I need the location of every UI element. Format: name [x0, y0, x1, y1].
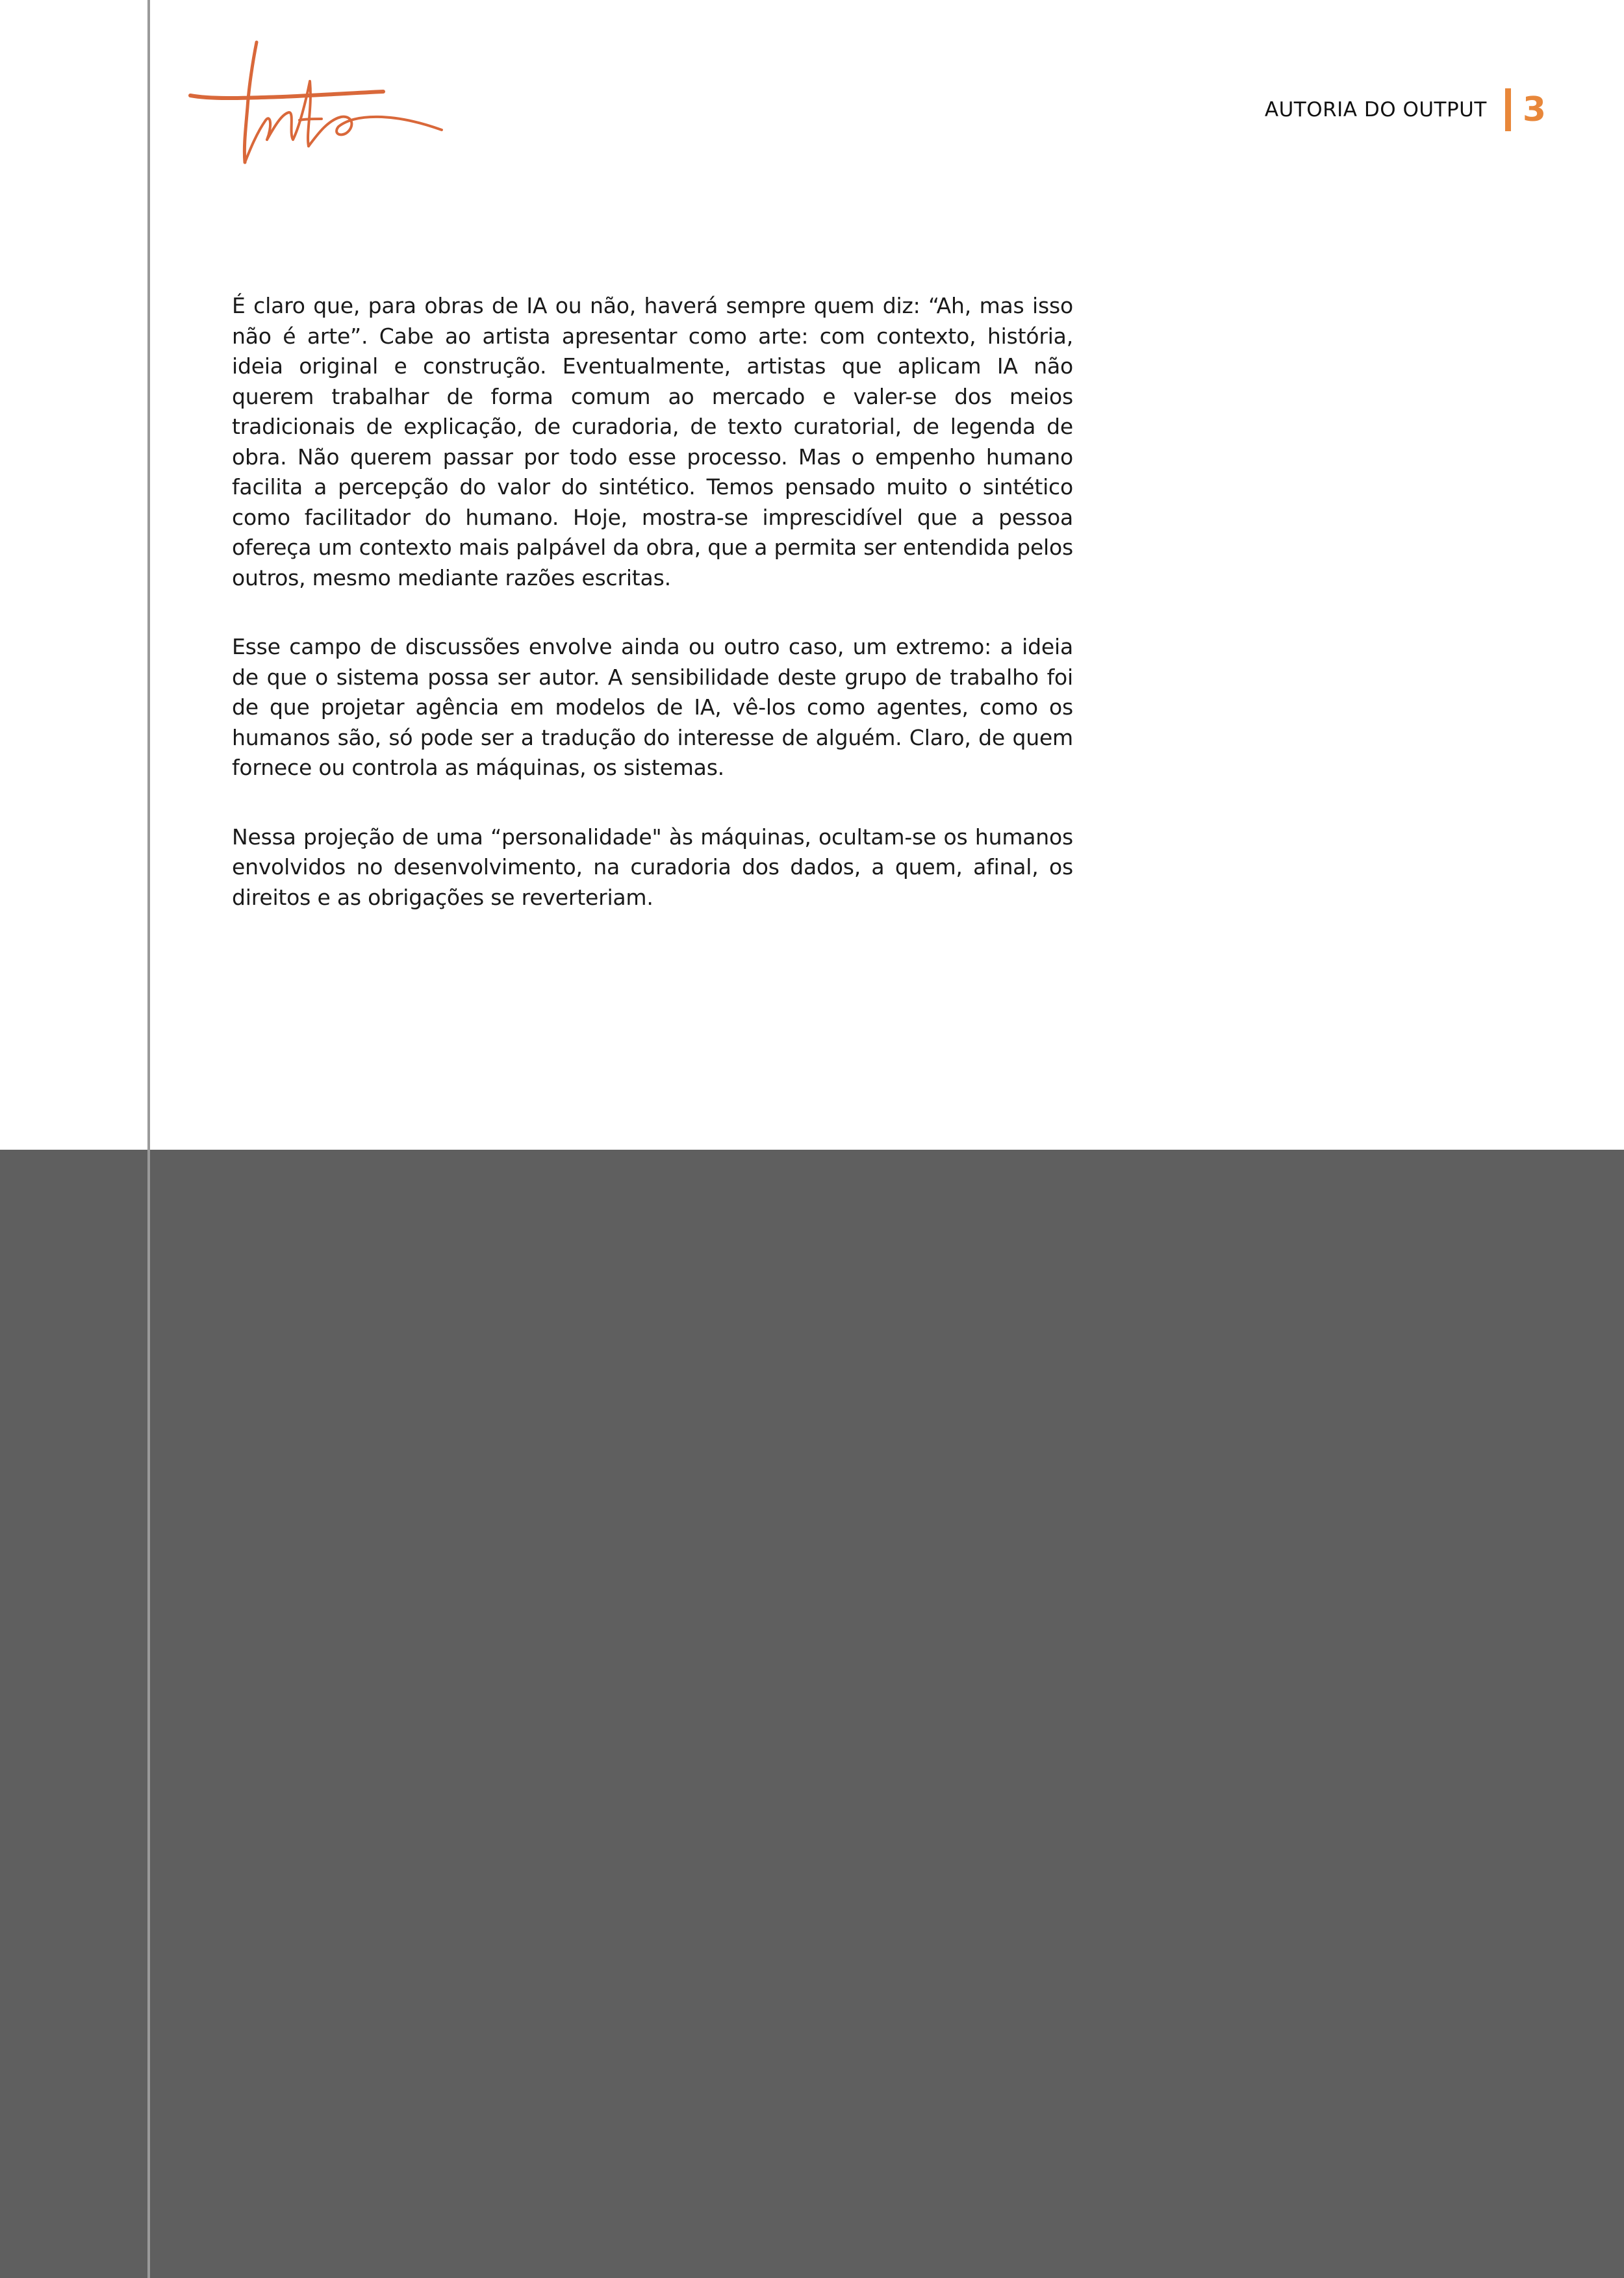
handwritten-signature-logo-icon: [185, 36, 445, 172]
body-text: [232, 291, 1073, 952]
paragraph: É claro que, para obras de IA ou não, haverá sempre quem diz: “Ah, mas isso não é arte”. Cabe ao artista apresentar como arte: com contexto, história, ideia original e construção. Eventualmente, artistas que aplicam IA não querem trabalhar de forma comum ao mercado e valer-se dos meios tradicionais de explicação, de curadoria, de texto curatorial, de legenda de obra. Não querem passar por todo esse processo. Mas o empenho humano facilita a percepção do valor do sintético. Temos pensado muito o sintético como facilitador do humano. Hoje, mostra-se imprescidível que a pessoa ofereça um contexto mais palpável da obra, que a permita ser entendida pelos outros, mesmo mediante razões escritas.: [232, 293, 1073, 590]
header-accent-bar: [1505, 88, 1511, 131]
paragraph: Esse campo de discussões envolve ainda ou outro caso, um extremo: a ideia de que o sistema possa ser autor. A sensibilidade deste grupo de trabalho foi de que projetar agência em modelos de IA, vê-los como agentes, como os humanos são, só pode ser a tradução do interesse de alguém. Claro, de quem fornece ou controla as máquinas, os sistemas.: [232, 634, 1073, 780]
page-number: 3: [1522, 90, 1546, 129]
footer-gray-panel: [0, 1150, 1624, 2278]
paragraph: Nessa projeção de uma “personalidade" às máquinas, ocultam-se os humanos envolvidos no desenvolvimento, na curadoria dos dados, a quem, afinal, os direitos e as obrigações se reverteriam.: [232, 824, 1073, 910]
signature-logo: [185, 36, 445, 172]
page-header: [1265, 87, 1546, 133]
left-margin-rule: [147, 0, 150, 2278]
section-label: AUTORIA DO OUTPUT: [1264, 98, 1487, 121]
